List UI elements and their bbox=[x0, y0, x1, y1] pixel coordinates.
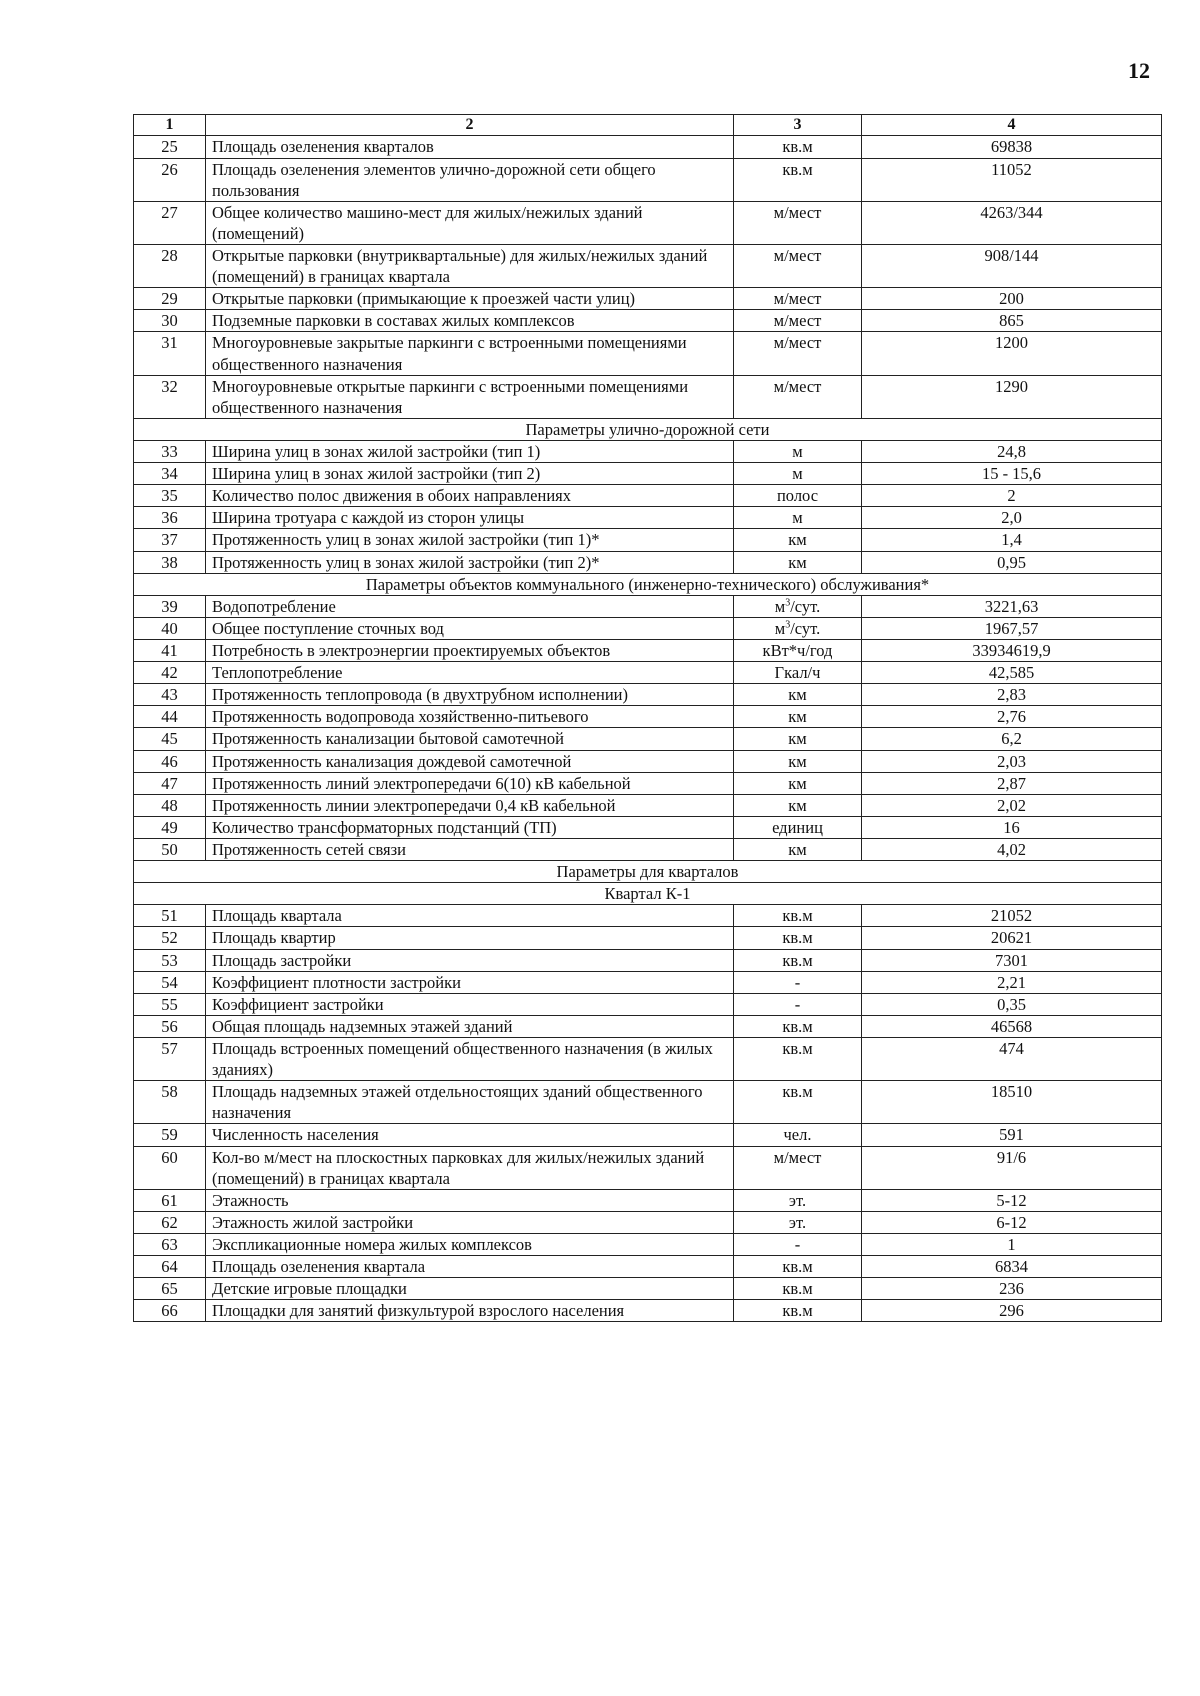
unit-cell: км bbox=[734, 838, 862, 860]
parameter-name: Открытые парковки (внутриквартальные) для жилых/нежилых зданий (помещений) в границах квартала bbox=[206, 245, 734, 288]
table-row bbox=[134, 971, 1162, 993]
parameter-name: Площадь квартала bbox=[206, 905, 734, 927]
parameters-table bbox=[133, 114, 1162, 1322]
table-row bbox=[134, 1146, 1162, 1189]
parameter-name: Этажность жилой застройки bbox=[206, 1211, 734, 1233]
row-number: 62 bbox=[134, 1211, 206, 1233]
unit-cell: кв.м bbox=[734, 927, 862, 949]
table-row bbox=[134, 706, 1162, 728]
parameter-name: Площадь озеленения квартала bbox=[206, 1256, 734, 1278]
unit-cell: - bbox=[734, 971, 862, 993]
table-row bbox=[134, 201, 1162, 244]
table-row bbox=[134, 639, 1162, 661]
unit-cell: эт. bbox=[734, 1211, 862, 1233]
parameter-name: Общее количество машино-мест для жилых/нежилых зданий (помещений) bbox=[206, 201, 734, 244]
table-row bbox=[134, 1015, 1162, 1037]
unit-cell: кв.м bbox=[734, 1081, 862, 1124]
table-row bbox=[134, 728, 1162, 750]
value-cell: 91/6 bbox=[862, 1146, 1162, 1189]
value-cell: 4,02 bbox=[862, 838, 1162, 860]
row-number: 25 bbox=[134, 136, 206, 158]
row-number: 38 bbox=[134, 551, 206, 573]
parameter-name: Общая площадь надземных этажей зданий bbox=[206, 1015, 734, 1037]
unit-rest: /сут. bbox=[790, 596, 821, 616]
parameter-name: Протяженность линии электропередачи 0,4 кВ кабельной bbox=[206, 794, 734, 816]
row-number: 42 bbox=[134, 662, 206, 684]
unit-cell: м/мест bbox=[734, 332, 862, 375]
table-row bbox=[134, 662, 1162, 684]
row-number: 31 bbox=[134, 332, 206, 375]
row-number: 45 bbox=[134, 728, 206, 750]
parameter-name: Водопотребление bbox=[206, 595, 734, 617]
unit-cell: м/мест bbox=[734, 288, 862, 310]
value-cell: 46568 bbox=[862, 1015, 1162, 1037]
table-row bbox=[134, 507, 1162, 529]
row-number: 27 bbox=[134, 201, 206, 244]
parameter-name: Площадки для занятий физкультурой взрослого населения bbox=[206, 1300, 734, 1322]
parameter-name: Количество трансформаторных подстанций (ТП) bbox=[206, 816, 734, 838]
row-number: 52 bbox=[134, 927, 206, 949]
column-number-row bbox=[134, 115, 1162, 136]
parameter-name: Протяженность канализации бытовой самотечной bbox=[206, 728, 734, 750]
unit-base: м bbox=[774, 618, 786, 638]
unit-cell: - bbox=[734, 993, 862, 1015]
row-number: 51 bbox=[134, 905, 206, 927]
table-row bbox=[134, 1124, 1162, 1146]
table-row bbox=[134, 1037, 1162, 1080]
row-number: 29 bbox=[134, 288, 206, 310]
table-row bbox=[134, 684, 1162, 706]
unit-cell: кв.м bbox=[734, 1300, 862, 1322]
row-number: 54 bbox=[134, 971, 206, 993]
table-row bbox=[134, 310, 1162, 332]
table-row bbox=[134, 1189, 1162, 1211]
unit-cell: Гкал/ч bbox=[734, 662, 862, 684]
value-cell: 2,02 bbox=[862, 794, 1162, 816]
unit-cell: м/мест bbox=[734, 375, 862, 418]
row-number: 57 bbox=[134, 1037, 206, 1080]
unit-cell: км bbox=[734, 772, 862, 794]
table-body bbox=[134, 136, 1162, 1322]
parameter-name: Ширина улиц в зонах жилой застройки (тип 2) bbox=[206, 463, 734, 485]
section-header-row bbox=[134, 418, 1162, 440]
parameter-name: Площадь надземных этажей отдельностоящих зданий общественного назначения bbox=[206, 1081, 734, 1124]
value-cell: 2,21 bbox=[862, 971, 1162, 993]
unit-cell: км bbox=[734, 551, 862, 573]
row-number: 55 bbox=[134, 993, 206, 1015]
value-cell: 3221,63 bbox=[862, 595, 1162, 617]
table-row bbox=[134, 288, 1162, 310]
column-header: 3 bbox=[734, 115, 862, 136]
unit-cell: кв.м bbox=[734, 905, 862, 927]
table-row bbox=[134, 1081, 1162, 1124]
value-cell: 865 bbox=[862, 310, 1162, 332]
value-cell: 1200 bbox=[862, 332, 1162, 375]
row-number: 37 bbox=[134, 529, 206, 551]
value-cell: 7301 bbox=[862, 949, 1162, 971]
column-header: 1 bbox=[134, 115, 206, 136]
table-row bbox=[134, 1256, 1162, 1278]
value-cell: 24,8 bbox=[862, 441, 1162, 463]
table-row bbox=[134, 772, 1162, 794]
parameter-name: Протяженность теплопровода (в двухтрубном исполнении) bbox=[206, 684, 734, 706]
table-row bbox=[134, 949, 1162, 971]
row-number: 56 bbox=[134, 1015, 206, 1037]
row-number: 47 bbox=[134, 772, 206, 794]
row-number: 60 bbox=[134, 1146, 206, 1189]
value-cell: 5-12 bbox=[862, 1189, 1162, 1211]
table-row bbox=[134, 245, 1162, 288]
section-header-row bbox=[134, 861, 1162, 883]
parameter-name: Ширина тротуара с каждой из сторон улицы bbox=[206, 507, 734, 529]
value-cell: 18510 bbox=[862, 1081, 1162, 1124]
unit-cell: кв.м bbox=[734, 136, 862, 158]
table-row bbox=[134, 1233, 1162, 1255]
unit-cell: м bbox=[734, 507, 862, 529]
parameter-name: Ширина улиц в зонах жилой застройки (тип 1) bbox=[206, 441, 734, 463]
parameter-name: Площадь озеленения элементов улично-дорожной сети общего пользования bbox=[206, 158, 734, 201]
parameter-name: Открытые парковки (примыкающие к проезжей части улиц) bbox=[206, 288, 734, 310]
unit-cell: км bbox=[734, 728, 862, 750]
value-cell: 69838 bbox=[862, 136, 1162, 158]
table-row bbox=[134, 794, 1162, 816]
value-cell: 591 bbox=[862, 1124, 1162, 1146]
unit-cell: кв.м bbox=[734, 1278, 862, 1300]
value-cell: 0,35 bbox=[862, 993, 1162, 1015]
parameter-name: Площадь встроенных помещений общественного назначения (в жилых зданиях) bbox=[206, 1037, 734, 1080]
section-title: Параметры для кварталов bbox=[134, 861, 1162, 883]
row-number: 48 bbox=[134, 794, 206, 816]
row-number: 40 bbox=[134, 617, 206, 639]
row-number: 43 bbox=[134, 684, 206, 706]
unit-cell: км bbox=[734, 684, 862, 706]
value-cell: 2,83 bbox=[862, 684, 1162, 706]
row-number: 66 bbox=[134, 1300, 206, 1322]
parameter-name: Коэффициент застройки bbox=[206, 993, 734, 1015]
value-cell: 2,87 bbox=[862, 772, 1162, 794]
value-cell: 16 bbox=[862, 816, 1162, 838]
table-row bbox=[134, 617, 1162, 639]
parameter-name: Кол-во м/мест на плоскостных парковках для жилых/нежилых зданий (помещений) в границах квартала bbox=[206, 1146, 734, 1189]
parameter-name: Протяженность сетей связи bbox=[206, 838, 734, 860]
row-number: 49 bbox=[134, 816, 206, 838]
unit-cell: м bbox=[734, 463, 862, 485]
parameter-name: Подземные парковки в составах жилых комплексов bbox=[206, 310, 734, 332]
value-cell: 6,2 bbox=[862, 728, 1162, 750]
unit-cell: кв.м bbox=[734, 949, 862, 971]
value-cell: 2 bbox=[862, 485, 1162, 507]
unit-cell: м/мест bbox=[734, 310, 862, 332]
parameter-name: Детские игровые площадки bbox=[206, 1278, 734, 1300]
table-row bbox=[134, 463, 1162, 485]
value-cell: 20621 bbox=[862, 927, 1162, 949]
value-cell: 236 bbox=[862, 1278, 1162, 1300]
value-cell: 4263/344 bbox=[862, 201, 1162, 244]
unit-superscript: 3 bbox=[785, 619, 791, 631]
parameter-name: Количество полос движения в обоих направлениях bbox=[206, 485, 734, 507]
column-header: 2 bbox=[206, 115, 734, 136]
parameter-name: Многоуровневые открытые паркинги с встроенными помещениями общественного назначения bbox=[206, 375, 734, 418]
row-number: 50 bbox=[134, 838, 206, 860]
table-row bbox=[134, 375, 1162, 418]
row-number: 35 bbox=[134, 485, 206, 507]
column-header: 4 bbox=[862, 115, 1162, 136]
table-row bbox=[134, 838, 1162, 860]
value-cell: 200 bbox=[862, 288, 1162, 310]
parameter-name: Протяженность улиц в зонах жилой застройки (тип 2)* bbox=[206, 551, 734, 573]
section-title: Квартал К-1 bbox=[134, 883, 1162, 905]
unit-superscript: 3 bbox=[785, 597, 791, 609]
parameter-name: Этажность bbox=[206, 1189, 734, 1211]
parameter-name: Площадь квартир bbox=[206, 927, 734, 949]
table-row bbox=[134, 485, 1162, 507]
value-cell: 42,585 bbox=[862, 662, 1162, 684]
row-number: 44 bbox=[134, 706, 206, 728]
table-row bbox=[134, 332, 1162, 375]
value-cell: 908/144 bbox=[862, 245, 1162, 288]
table-row bbox=[134, 927, 1162, 949]
value-cell: 21052 bbox=[862, 905, 1162, 927]
row-number: 53 bbox=[134, 949, 206, 971]
row-number: 34 bbox=[134, 463, 206, 485]
unit-cell: м bbox=[734, 441, 862, 463]
table-row bbox=[134, 993, 1162, 1015]
unit-cell: чел. bbox=[734, 1124, 862, 1146]
row-number: 32 bbox=[134, 375, 206, 418]
table-row bbox=[134, 1300, 1162, 1322]
value-cell: 1290 bbox=[862, 375, 1162, 418]
value-cell: 33934619,9 bbox=[862, 639, 1162, 661]
unit-cell: полос bbox=[734, 485, 862, 507]
table-row bbox=[134, 441, 1162, 463]
row-number: 33 bbox=[134, 441, 206, 463]
row-number: 28 bbox=[134, 245, 206, 288]
value-cell: 2,0 bbox=[862, 507, 1162, 529]
section-header-row bbox=[134, 573, 1162, 595]
row-number: 36 bbox=[134, 507, 206, 529]
row-number: 58 bbox=[134, 1081, 206, 1124]
section-header-row bbox=[134, 883, 1162, 905]
unit-cell: - bbox=[734, 1233, 862, 1255]
table-row bbox=[134, 158, 1162, 201]
value-cell: 15 - 15,6 bbox=[862, 463, 1162, 485]
row-number: 64 bbox=[134, 1256, 206, 1278]
table-row bbox=[134, 905, 1162, 927]
unit-cell: м/мест bbox=[734, 245, 862, 288]
value-cell: 0,95 bbox=[862, 551, 1162, 573]
row-number: 46 bbox=[134, 750, 206, 772]
value-cell: 1967,57 bbox=[862, 617, 1162, 639]
row-number: 30 bbox=[134, 310, 206, 332]
row-number: 65 bbox=[134, 1278, 206, 1300]
unit-rest: /сут. bbox=[790, 618, 821, 638]
parameter-name: Потребность в электроэнергии проектируемых объектов bbox=[206, 639, 734, 661]
unit-cell: м/мест bbox=[734, 201, 862, 244]
unit-base: м bbox=[774, 596, 786, 616]
table-row bbox=[134, 1278, 1162, 1300]
parameter-name: Протяженность водопровода хозяйственно-питьевого bbox=[206, 706, 734, 728]
row-number: 59 bbox=[134, 1124, 206, 1146]
parameter-name: Экспликационные номера жилых комплексов bbox=[206, 1233, 734, 1255]
unit-cell bbox=[734, 617, 862, 639]
row-number: 39 bbox=[134, 595, 206, 617]
page-number: 12 bbox=[1128, 58, 1150, 83]
value-cell: 6-12 bbox=[862, 1211, 1162, 1233]
row-number: 63 bbox=[134, 1233, 206, 1255]
table-row bbox=[134, 595, 1162, 617]
row-number: 26 bbox=[134, 158, 206, 201]
unit-cell bbox=[734, 595, 862, 617]
row-number: 41 bbox=[134, 639, 206, 661]
unit-cell: эт. bbox=[734, 1189, 862, 1211]
unit-cell: кВт*ч/год bbox=[734, 639, 862, 661]
section-title: Параметры улично-дорожной сети bbox=[134, 418, 1162, 440]
unit-cell: км bbox=[734, 750, 862, 772]
parameter-name: Протяженность линий электропередачи 6(10) кВ кабельной bbox=[206, 772, 734, 794]
parameter-name: Многоуровневые закрытые паркинги с встроенными помещениями общественного назначения bbox=[206, 332, 734, 375]
value-cell: 1 bbox=[862, 1233, 1162, 1255]
value-cell: 2,76 bbox=[862, 706, 1162, 728]
table-row bbox=[134, 136, 1162, 158]
unit-cell: км bbox=[734, 529, 862, 551]
table-row bbox=[134, 816, 1162, 838]
unit-cell: км bbox=[734, 794, 862, 816]
value-cell: 11052 bbox=[862, 158, 1162, 201]
unit-cell: кв.м bbox=[734, 1256, 862, 1278]
parameter-name: Численность населения bbox=[206, 1124, 734, 1146]
value-cell: 296 bbox=[862, 1300, 1162, 1322]
unit-cell: кв.м bbox=[734, 1037, 862, 1080]
parameter-name: Общее поступление сточных вод bbox=[206, 617, 734, 639]
parameter-name: Протяженность канализация дождевой самотечной bbox=[206, 750, 734, 772]
value-cell: 2,03 bbox=[862, 750, 1162, 772]
value-cell: 6834 bbox=[862, 1256, 1162, 1278]
unit-cell: кв.м bbox=[734, 1015, 862, 1037]
table-row bbox=[134, 1211, 1162, 1233]
value-cell: 474 bbox=[862, 1037, 1162, 1080]
section-title: Параметры объектов коммунального (инженерно-технического) обслуживания* bbox=[134, 573, 1162, 595]
value-cell: 1,4 bbox=[862, 529, 1162, 551]
unit-cell: км bbox=[734, 706, 862, 728]
parameter-name: Протяженность улиц в зонах жилой застройки (тип 1)* bbox=[206, 529, 734, 551]
parameter-name: Коэффициент плотности застройки bbox=[206, 971, 734, 993]
table-row bbox=[134, 750, 1162, 772]
unit-cell: кв.м bbox=[734, 158, 862, 201]
table-row bbox=[134, 529, 1162, 551]
unit-cell: м/мест bbox=[734, 1146, 862, 1189]
parameter-name: Площадь озеленения кварталов bbox=[206, 136, 734, 158]
parameter-name: Теплопотребление bbox=[206, 662, 734, 684]
table-row bbox=[134, 551, 1162, 573]
parameter-name: Площадь застройки bbox=[206, 949, 734, 971]
row-number: 61 bbox=[134, 1189, 206, 1211]
unit-cell: единиц bbox=[734, 816, 862, 838]
